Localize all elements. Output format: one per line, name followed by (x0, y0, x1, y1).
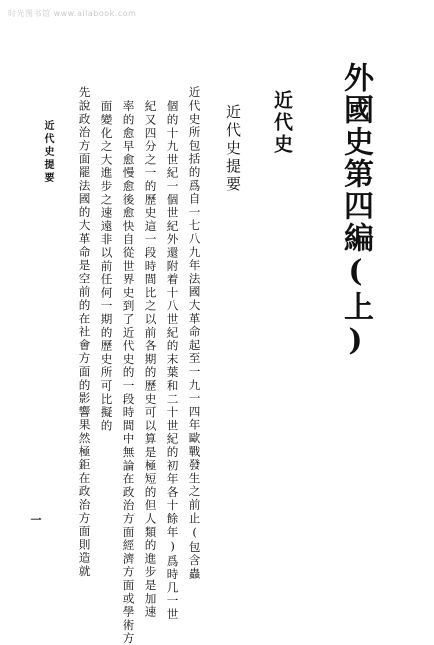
subsection-title: 近代史提要 (224, 104, 242, 194)
page-number: 一 (29, 514, 42, 525)
book-title: 外國史第四編(上) (338, 62, 373, 360)
body-column-3: 紀又四分之一的歷史這一段時間比之以前各期的歷史可以算是極短的但人類的進步是加速 (143, 100, 158, 619)
body-column-6: 先說政治方面罷法國的大革命是空前的在社會方面的影響果然極鉅在政治方面則造就 (77, 86, 92, 579)
body-column-4: 率的愈早愈慢愈後愈快自從世界史到了近代史的一段時間中無論在政治方面經濟方面或學術方 (121, 100, 136, 645)
body-column-1: 近代史所包括的爲自一七八九年法國大革命起至一九一四年歐戰發生之前止(包含蟲 (187, 86, 202, 581)
section-title: 近代史 (271, 90, 293, 156)
body-column-2: 個的十九世紀一個世紀外還附着十八世紀的末葉和二十世紀的初年各十餘年)爲時几一世 (165, 100, 180, 622)
body-column-5: 面變化之大進步之速遠非以前任何一期的歷史所可比擬的 (99, 100, 114, 433)
watermark: 时光图书馆 www.allabook.com (8, 9, 137, 18)
running-head: 近代史提要 (42, 120, 53, 185)
